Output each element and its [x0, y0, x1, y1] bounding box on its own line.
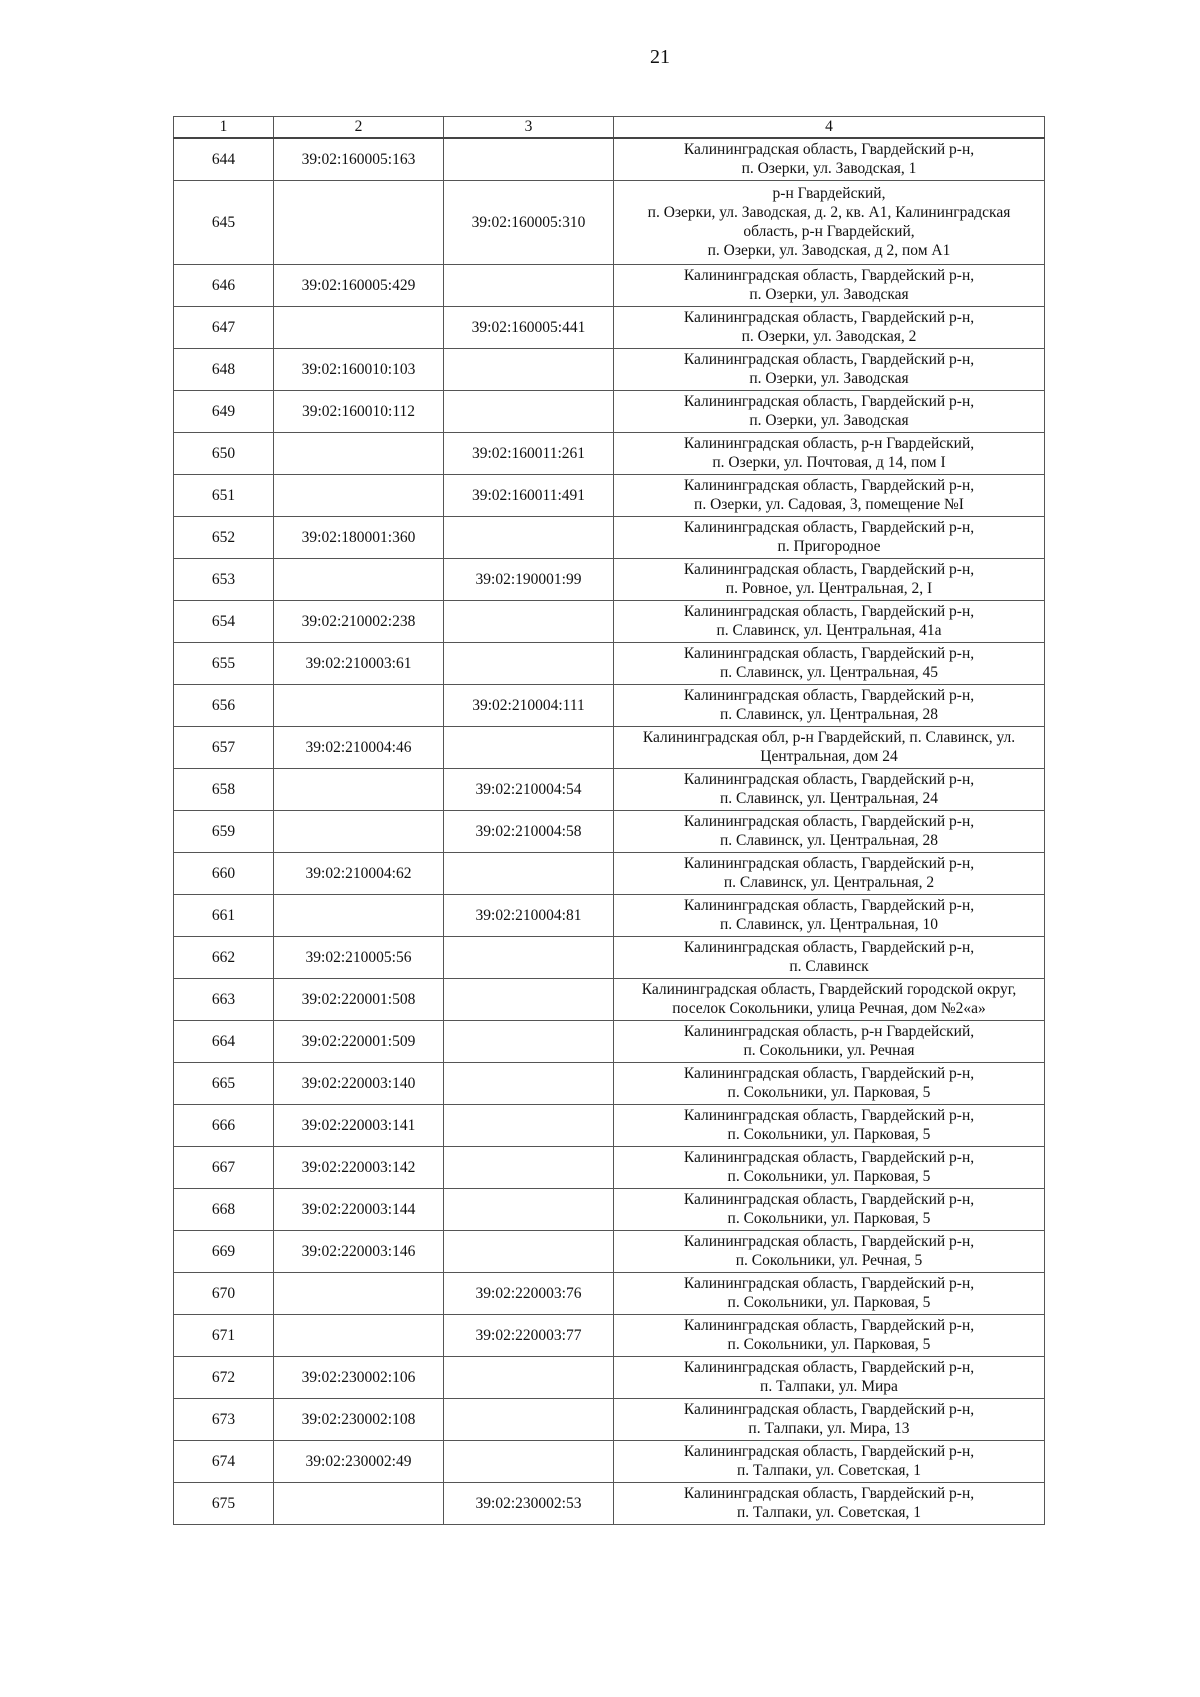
- table-row: [174, 138, 1045, 180]
- cadastral-number-alt-cell: [444, 264, 614, 306]
- table-row: [174, 852, 1045, 894]
- cadastral-number-alt-cell: [444, 1440, 614, 1482]
- cadastral-number-alt-cell: [444, 1104, 614, 1146]
- table-row: [174, 306, 1045, 348]
- header-row: [174, 117, 1045, 139]
- row-number-cell: 674: [174, 1440, 274, 1482]
- row-number-cell: 653: [174, 558, 274, 600]
- table-row: [174, 348, 1045, 390]
- address-cell: Калининградская область, Гвардейский р-н, п. Славинск, ул. Центральная, 41а: [614, 600, 1045, 642]
- address-cell: Калининградская область, Гвардейский р-н, п. Славинск, ул. Центральная, 45: [614, 642, 1045, 684]
- cadastral-number-cell: [274, 1314, 444, 1356]
- table-row: [174, 1482, 1045, 1524]
- table-row: [174, 1146, 1045, 1188]
- table-row: [174, 1314, 1045, 1356]
- cadastral-number-alt-cell: 39:02:220003:76: [444, 1272, 614, 1314]
- address-cell: Калининградская область, Гвардейский р-н, п. Сокольники, ул. Парковая, 5: [614, 1104, 1045, 1146]
- cadastral-number-alt-cell: [444, 642, 614, 684]
- row-number-cell: 647: [174, 306, 274, 348]
- address-cell: р-н Гвардейский, п. Озерки, ул. Заводская, д. 2, кв. А1, Калининградская область, р-н Гвардейский, п. Озерки, ул. Заводская, д 2, пом А1: [614, 180, 1045, 264]
- cadastral-number-alt-cell: 39:02:160005:310: [444, 180, 614, 264]
- cadastral-number-cell: 39:02:230002:49: [274, 1440, 444, 1482]
- cadastral-number-alt-cell: 39:02:160011:491: [444, 474, 614, 516]
- cadastral-number-alt-cell: [444, 1146, 614, 1188]
- cadastral-number-cell: 39:02:220003:142: [274, 1146, 444, 1188]
- cadastral-number-cell: [274, 810, 444, 852]
- row-number-cell: 652: [174, 516, 274, 558]
- table-row: [174, 1188, 1045, 1230]
- address-cell: Калининградская область, Гвардейский р-н, п. Сокольники, ул. Парковая, 5: [614, 1188, 1045, 1230]
- cadastral-number-cell: 39:02:230002:106: [274, 1356, 444, 1398]
- row-number-cell: 667: [174, 1146, 274, 1188]
- address-cell: Калининградская область, Гвардейский городской округ, поселок Сокольники, улица Речная, дом №2«а»: [614, 978, 1045, 1020]
- cadastral-number-alt-cell: [444, 1062, 614, 1104]
- row-number-cell: 661: [174, 894, 274, 936]
- row-number-cell: 655: [174, 642, 274, 684]
- table-row: [174, 684, 1045, 726]
- row-number-cell: 673: [174, 1398, 274, 1440]
- cadastral-number-cell: 39:02:210004:62: [274, 852, 444, 894]
- cadastral-number-alt-cell: [444, 1398, 614, 1440]
- cadastral-number-cell: 39:02:210005:56: [274, 936, 444, 978]
- cadastral-number-alt-cell: [444, 1020, 614, 1062]
- cadastral-number-cell: 39:02:210004:46: [274, 726, 444, 768]
- address-cell: Калининградская область, Гвардейский р-н, п. Озерки, ул. Заводская: [614, 348, 1045, 390]
- cadastral-number-alt-cell: 39:02:210004:81: [444, 894, 614, 936]
- address-cell: Калининградская область, Гвардейский р-н, п. Озерки, ул. Заводская, 2: [614, 306, 1045, 348]
- address-cell: Калининградская область, Гвардейский р-н, п. Озерки, ул. Заводская: [614, 390, 1045, 432]
- cadastral-number-alt-cell: [444, 348, 614, 390]
- table-row: [174, 726, 1045, 768]
- cadastral-number-cell: 39:02:160010:112: [274, 390, 444, 432]
- table-row: [174, 936, 1045, 978]
- address-cell: Калининградская область, Гвардейский р-н, п. Озерки, ул. Заводская: [614, 264, 1045, 306]
- table-row: [174, 894, 1045, 936]
- address-cell: Калининградская область, Гвардейский р-н, п. Славинск: [614, 936, 1045, 978]
- row-number-cell: 664: [174, 1020, 274, 1062]
- row-number-cell: 649: [174, 390, 274, 432]
- row-number-cell: 669: [174, 1230, 274, 1272]
- row-number-cell: 650: [174, 432, 274, 474]
- table-row: [174, 264, 1045, 306]
- cadastral-number-alt-cell: 39:02:220003:77: [444, 1314, 614, 1356]
- table-header: [174, 117, 1045, 139]
- cadastral-number-alt-cell: [444, 516, 614, 558]
- table-row: [174, 1440, 1045, 1482]
- address-cell: Калининградская область, Гвардейский р-н, п. Сокольники, ул. Парковая, 5: [614, 1272, 1045, 1314]
- table-row: [174, 390, 1045, 432]
- row-number-cell: 675: [174, 1482, 274, 1524]
- row-number-cell: 668: [174, 1188, 274, 1230]
- row-number-cell: 665: [174, 1062, 274, 1104]
- row-number-cell: 644: [174, 138, 274, 180]
- table-row: [174, 1356, 1045, 1398]
- cadastral-number-cell: [274, 306, 444, 348]
- cadastral-number-cell: 39:02:220003:141: [274, 1104, 444, 1146]
- address-cell: Калининградская область, Гвардейский р-н, п. Славинск, ул. Центральная, 28: [614, 810, 1045, 852]
- cadastral-number-cell: 39:02:160005:163: [274, 138, 444, 180]
- address-cell: Калининградская область, Гвардейский р-н, п. Сокольники, ул. Парковая, 5: [614, 1146, 1045, 1188]
- row-number-cell: 657: [174, 726, 274, 768]
- header-col-3: 3: [444, 117, 614, 139]
- address-cell: Калининградская область, Гвардейский р-н, п. Талпаки, ул. Советская, 1: [614, 1440, 1045, 1482]
- row-number-cell: 660: [174, 852, 274, 894]
- registry-table: [173, 116, 1045, 1525]
- table-row: [174, 180, 1045, 264]
- row-number-cell: 666: [174, 1104, 274, 1146]
- cadastral-number-alt-cell: 39:02:160005:441: [444, 306, 614, 348]
- cadastral-number-alt-cell: 39:02:160011:261: [444, 432, 614, 474]
- page-number: 21: [650, 46, 670, 68]
- header-col-1: 1: [174, 117, 274, 139]
- row-number-cell: 658: [174, 768, 274, 810]
- cadastral-number-cell: [274, 180, 444, 264]
- row-number-cell: 654: [174, 600, 274, 642]
- table-row: [174, 810, 1045, 852]
- address-cell: Калининградская область, Гвардейский р-н, п. Талпаки, ул. Мира, 13: [614, 1398, 1045, 1440]
- row-number-cell: 663: [174, 978, 274, 1020]
- address-cell: Калининградская область, Гвардейский р-н, п. Славинск, ул. Центральная, 24: [614, 768, 1045, 810]
- address-cell: Калининградская обл, р-н Гвардейский, п. Славинск, ул. Центральная, дом 24: [614, 726, 1045, 768]
- address-cell: Калининградская область, р-н Гвардейский, п. Озерки, ул. Почтовая, д 14, пом I: [614, 432, 1045, 474]
- cadastral-number-cell: [274, 768, 444, 810]
- table-row: [174, 1272, 1045, 1314]
- address-cell: Калининградская область, Гвардейский р-н, п. Талпаки, ул. Советская, 1: [614, 1482, 1045, 1524]
- cadastral-number-cell: 39:02:220001:508: [274, 978, 444, 1020]
- row-number-cell: 646: [174, 264, 274, 306]
- cadastral-number-cell: [274, 684, 444, 726]
- address-cell: Калининградская область, Гвардейский р-н, п. Славинск, ул. Центральная, 28: [614, 684, 1045, 726]
- table-row: [174, 516, 1045, 558]
- header-col-2: 2: [274, 117, 444, 139]
- address-cell: Калининградская область, р-н Гвардейский, п. Сокольники, ул. Речная: [614, 1020, 1045, 1062]
- cadastral-number-cell: [274, 474, 444, 516]
- cadastral-number-alt-cell: [444, 978, 614, 1020]
- row-number-cell: 662: [174, 936, 274, 978]
- address-cell: Калининградская область, Гвардейский р-н, п. Славинск, ул. Центральная, 10: [614, 894, 1045, 936]
- table-row: [174, 1398, 1045, 1440]
- cadastral-number-alt-cell: [444, 726, 614, 768]
- table-row: [174, 978, 1045, 1020]
- cadastral-number-cell: 39:02:180001:360: [274, 516, 444, 558]
- cadastral-number-cell: 39:02:230002:108: [274, 1398, 444, 1440]
- cadastral-number-cell: [274, 432, 444, 474]
- row-number-cell: 651: [174, 474, 274, 516]
- cadastral-number-alt-cell: [444, 936, 614, 978]
- table-row: [174, 1020, 1045, 1062]
- address-cell: Калининградская область, Гвардейский р-н, п. Сокольники, ул. Парковая, 5: [614, 1062, 1045, 1104]
- row-number-cell: 656: [174, 684, 274, 726]
- row-number-cell: 659: [174, 810, 274, 852]
- table-row: [174, 1230, 1045, 1272]
- cadastral-number-cell: 39:02:160010:103: [274, 348, 444, 390]
- row-number-cell: 671: [174, 1314, 274, 1356]
- cadastral-number-alt-cell: [444, 600, 614, 642]
- cadastral-number-alt-cell: 39:02:230002:53: [444, 1482, 614, 1524]
- cadastral-number-cell: 39:02:220003:146: [274, 1230, 444, 1272]
- address-cell: Калининградская область, Гвардейский р-н, п. Озерки, ул. Садовая, 3, помещение №I: [614, 474, 1045, 516]
- row-number-cell: 670: [174, 1272, 274, 1314]
- table-row: [174, 600, 1045, 642]
- table-row: [174, 474, 1045, 516]
- cadastral-number-cell: 39:02:210003:61: [274, 642, 444, 684]
- table-row: [174, 1104, 1045, 1146]
- cadastral-number-alt-cell: 39:02:210004:54: [444, 768, 614, 810]
- row-number-cell: 645: [174, 180, 274, 264]
- table-row: [174, 1062, 1045, 1104]
- table-row: [174, 642, 1045, 684]
- cadastral-number-alt-cell: 39:02:210004:111: [444, 684, 614, 726]
- cadastral-number-alt-cell: [444, 852, 614, 894]
- address-cell: Калининградская область, Гвардейский р-н, п. Озерки, ул. Заводская, 1: [614, 138, 1045, 180]
- cadastral-number-alt-cell: [444, 390, 614, 432]
- table-row: [174, 432, 1045, 474]
- cadastral-number-cell: 39:02:160005:429: [274, 264, 444, 306]
- address-cell: Калининградская область, Гвардейский р-н, п. Пригородное: [614, 516, 1045, 558]
- cadastral-number-cell: [274, 558, 444, 600]
- address-cell: Калининградская область, Гвардейский р-н, п. Талпаки, ул. Мира: [614, 1356, 1045, 1398]
- address-cell: Калининградская область, Гвардейский р-н, п. Ровное, ул. Центральная, 2, I: [614, 558, 1045, 600]
- table-row: [174, 558, 1045, 600]
- cadastral-number-alt-cell: 39:02:210004:58: [444, 810, 614, 852]
- table-row: [174, 768, 1045, 810]
- cadastral-number-alt-cell: [444, 1356, 614, 1398]
- cadastral-number-alt-cell: [444, 1188, 614, 1230]
- table-body: [174, 138, 1045, 1524]
- address-cell: Калининградская область, Гвардейский р-н, п. Славинск, ул. Центральная, 2: [614, 852, 1045, 894]
- cadastral-number-cell: 39:02:210002:238: [274, 600, 444, 642]
- address-cell: Калининградская область, Гвардейский р-н, п. Сокольники, ул. Парковая, 5: [614, 1314, 1045, 1356]
- cadastral-number-cell: [274, 894, 444, 936]
- cadastral-number-cell: 39:02:220003:144: [274, 1188, 444, 1230]
- cadastral-number-cell: 39:02:220003:140: [274, 1062, 444, 1104]
- cadastral-number-alt-cell: [444, 138, 614, 180]
- cadastral-number-alt-cell: [444, 1230, 614, 1272]
- cadastral-number-cell: 39:02:220001:509: [274, 1020, 444, 1062]
- row-number-cell: 648: [174, 348, 274, 390]
- row-number-cell: 672: [174, 1356, 274, 1398]
- cadastral-number-cell: [274, 1482, 444, 1524]
- header-col-4: 4: [614, 117, 1045, 139]
- cadastral-number-alt-cell: 39:02:190001:99: [444, 558, 614, 600]
- cadastral-number-cell: [274, 1272, 444, 1314]
- address-cell: Калининградская область, Гвардейский р-н, п. Сокольники, ул. Речная, 5: [614, 1230, 1045, 1272]
